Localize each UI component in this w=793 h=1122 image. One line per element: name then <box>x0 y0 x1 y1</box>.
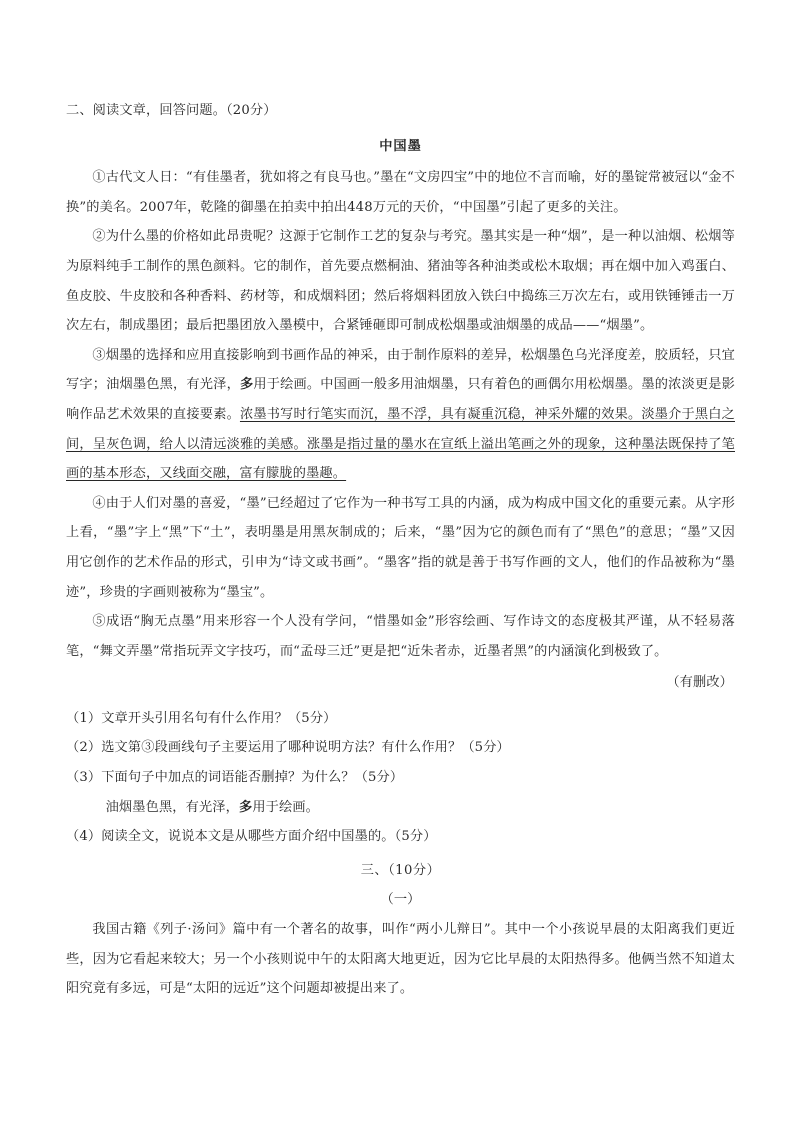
section-three-subheading: （一） <box>380 892 421 908</box>
question-1: （1）文章开头引用名句有什么作用？（5分） <box>66 710 337 726</box>
question-3: （3）下面句子中加点的词语能否删掉？为什么？（5分） <box>66 770 404 786</box>
section-three-paragraph-1 <box>66 915 735 1004</box>
article-paragraph-5 <box>66 607 735 666</box>
text-run: ②为什么墨的价格如此昂贵呢？这源于它制作工艺的复杂与考究。墨其实是一种“烟”，是一种以油烟、松烟等为原料纯手工制作的黑色颜料。它的制作，首先要点燃桐油、猪油等各种油类或松木取烟；再在烟中加入鸡蛋白、鱼皮胶、牛皮胶和各种香料、药材等，和成烟料团；然后将烟料团放入铁臼中捣练三万次左右，或用铁锤锤击一万次左右，制成墨团；最后把墨团放入墨模中，合紧锤砸即可制成松烟墨或油烟墨的成品——“烟墨”。 <box>66 229 735 334</box>
text-run: ①古代文人日：“有佳墨者，犹如将之有良马也。”墨在“文房四宝”中的地位不言而喻，好的墨锭常被冠以“金不换”的美名。2007年，乾隆的御墨在拍卖中拍出448万元的天价，“中国墨”引起了更多的关注。 <box>66 170 735 215</box>
article-paragraph-1 <box>66 163 735 222</box>
question-4: （4）阅读全文，说说本文是从哪些方面介绍中国墨的。（5分） <box>66 829 437 845</box>
document-body <box>66 96 735 1004</box>
text-run: ④由于人们对墨的喜爱，“墨”已经超过了它作为一种书写工具的内涵，成为构成中国文化的重要元素。从字形上看，“墨”字上“黑”下“土”，表明墨是用黑灰制成的；后来，“墨”因为它的颜色而有了“黑色”的意思；“墨”又因用它创作的艺术作品的形式，引申为“诗文或书画”。“墨客”指的就是善于书写作画的文人，他们的作品被称为“墨迹”，珍贵的字画则被称为“墨宝”。 <box>66 495 735 600</box>
underlined-sentence: 浓墨书写时行笔实而沉，墨不浮，具有凝重沉稳，神采外耀的效果。淡墨介于黑白之间，呈灰色调，给人以清远淡雅的美感。涨墨是指过量的墨水在宣纸上溢出笔画之外的现象，这种墨法既保持了笔画的基本形态，又线面交融，富有朦胧的墨趣。 <box>66 406 735 482</box>
attribution-note: （有删改） <box>666 675 733 691</box>
section-heading-two: 二、阅读文章，回答问题。（20分） <box>66 103 277 118</box>
emphasized-word: 多 <box>238 799 253 815</box>
question-2: （2）选文第③段画线句子主要运用了哪种说明方法？有什么作用？（5分） <box>66 740 510 756</box>
article-paragraph-3 <box>66 341 735 489</box>
text-run: 用于绘画。中国画一般多用油烟墨，只有着色的画偶尔用松烟墨。墨的浓淡更是影响作品艺术效果的直接要素。 <box>66 377 735 422</box>
question-3-quoted-sentence <box>66 793 735 823</box>
text-run: ③烟墨的选择和应用直接影响到书画作品的神采，由于制作原料的差异，松烟墨色乌光泽度差，胶质轻，只宜写字；油烟墨色黑，有光泽， <box>66 347 735 393</box>
text-run: ⑤成语“胸无点墨”用来形容一个人没有学问，“惜墨如金”形容绘画、写作诗文的态度极其严谨，从不轻易落笔，“舞文弄墨”常指玩弄文字技巧，而“孟母三迁”更是把“近朱者赤，近墨者黑”的内涵演化到极致了。 <box>66 614 735 659</box>
article-title: 中国墨 <box>379 138 422 154</box>
article-paragraph-2 <box>66 222 735 340</box>
emphasized-word: 多 <box>239 377 254 393</box>
text-run: 我国古籍《列子·汤问》篇中有一个著名的故事，叫作“两小儿辩日”。其中一个小孩说早晨的太阳离我们更近些，因为它看起来较大；另一个小孩则说中午的太阳离大地更近，因为它比早晨的太阳热得多。他俩当然不知道太阳究竟有多远，可是“太阳的远近”这个问题却被提出来了。 <box>66 922 735 997</box>
article-paragraph-4 <box>66 489 735 607</box>
section-heading-three: 三、（10分） <box>360 862 441 878</box>
text-run: 油烟墨色黑，有光泽， <box>105 799 239 815</box>
text-run: 用于绘画。 <box>252 799 319 815</box>
